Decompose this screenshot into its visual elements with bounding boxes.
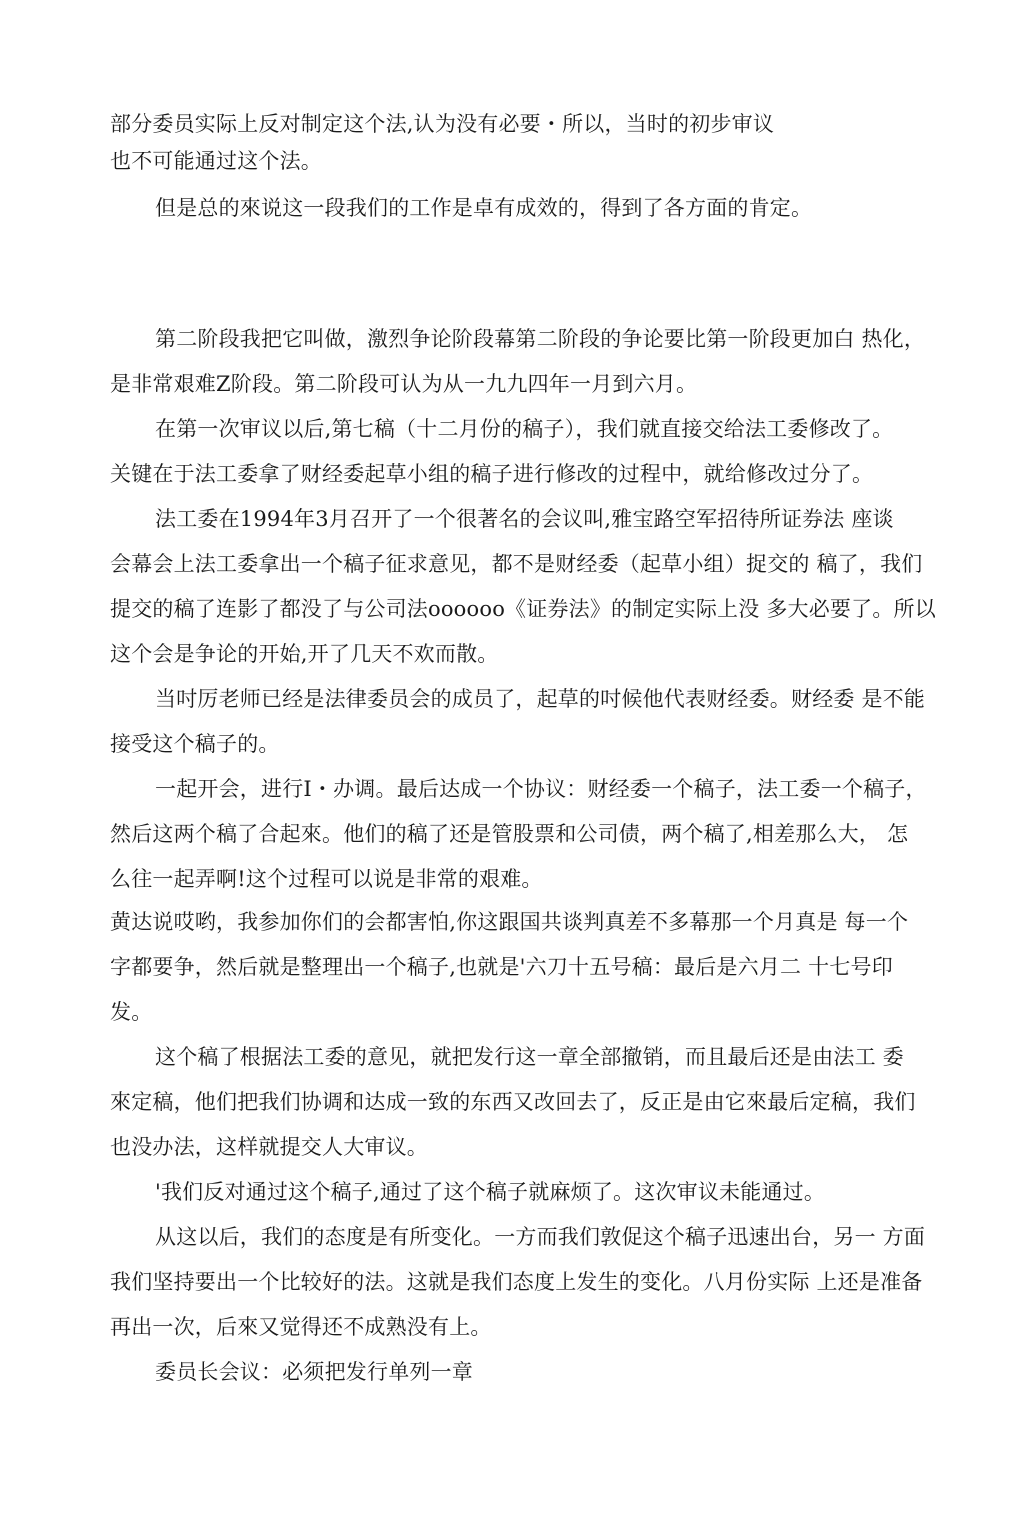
- text-line-5: 是非常艰难Z阶段。第二阶段可认为从一九九四年一月到六月。: [110, 372, 698, 396]
- text-line-27: 委员长会议：必须把发行单列一章: [155, 1360, 473, 1384]
- text-line-6: 在第一次审议以后,第七稿（十二月份的稿子），我们就直接交给法工委修改了。: [155, 417, 894, 441]
- text-line-22: 也没办法，这样就提交人大审议。: [110, 1135, 428, 1159]
- text-line-23: '我们反对通过这个稿子,通过了这个稿子就麻烦了。这次审议未能通过。: [155, 1180, 826, 1204]
- text-line-11: 这个会是争论的开始,开了几天不欢而散。: [110, 642, 499, 666]
- text-line-21: 來定稿，他们把我们协调和达成一致的东西又改回去了，反正是由它來最后定稿，我们: [110, 1090, 916, 1114]
- text-line-18: 字都要争，然后就是整理出一个稿子,也就是'六刀十五号稿：最后是六月二 十七号印: [110, 955, 893, 979]
- text-line-14: 一起开会，进行I・办调。最后达成一个协议：财经委一个稿子，法工委一个稿子，: [155, 777, 927, 801]
- text-line-4: 第二阶段我把它叫做，激烈争论阶段幕第二阶段的争论要比第一阶段更加白 热化，: [155, 327, 926, 351]
- text-line-1: 部分委员实际上反对制定这个法,认为没有必要・所以，当时的初步审议: [110, 112, 775, 136]
- text-line-2: 也不可能通过这个法。: [110, 149, 322, 173]
- text-line-9: 会幕会上法工委拿出一个稿子征求意见，都不是财经委（起草小组）捉交的 稿了，我们: [110, 552, 923, 576]
- text-line-15: 然后这两个稿了合起來。他们的稿了还是管股票和公司债，两个稿了,相差那么大， 怎: [110, 822, 909, 846]
- text-line-19: 发。: [110, 1000, 153, 1024]
- text-line-13: 接受这个稿子的。: [110, 732, 280, 756]
- text-line-12: 当吋厉老师已经是法律委员会的成员了，起草的吋候他代表财经委。财经委 是不能: [155, 687, 926, 711]
- text-line-8: 法工委在1994年3月召开了一个很著名的会议叫,雅宝路空军招待所证券法 座谈: [155, 507, 894, 531]
- text-line-3: 但是总的來说这一段我们的工作是卓有成效的，得到了各方面的肯定。: [155, 196, 813, 220]
- text-line-24: 从这以后，我们的态度是有所变化。一方而我们敦促这个稿子迅速出台，另一 方面: [155, 1225, 926, 1249]
- text-line-10: 提交的稿了连影了都没了与公司法oooooo《证券法》的制定实际上没 多大必要了。所以: [110, 597, 936, 621]
- text-line-26: 再出一次，后來又觉得还不成熟没有上。: [110, 1315, 492, 1339]
- text-line-7: 关键在于法工委拿了财经委起草小组的稿子进行修改的过程中，就给修改过分了。: [110, 462, 874, 486]
- text-line-16: 么往一起弄啊!这个过程可以说是非常的艰难。: [110, 867, 543, 891]
- text-line-25: 我们坚持要出一个比较好的法。这就是我们态度上发生的变化。八月份实际 上还是准备: [110, 1270, 923, 1294]
- text-line-17: 黄达说哎哟，我参加你们的会都害怕,你这跟国共谈判真差不多幕那一个月真是 每一个: [110, 910, 909, 934]
- text-line-20: 这个稿了根据法工委的意见，就把发行这一章全部撤销，而且最后还是由法工 委: [155, 1045, 904, 1069]
